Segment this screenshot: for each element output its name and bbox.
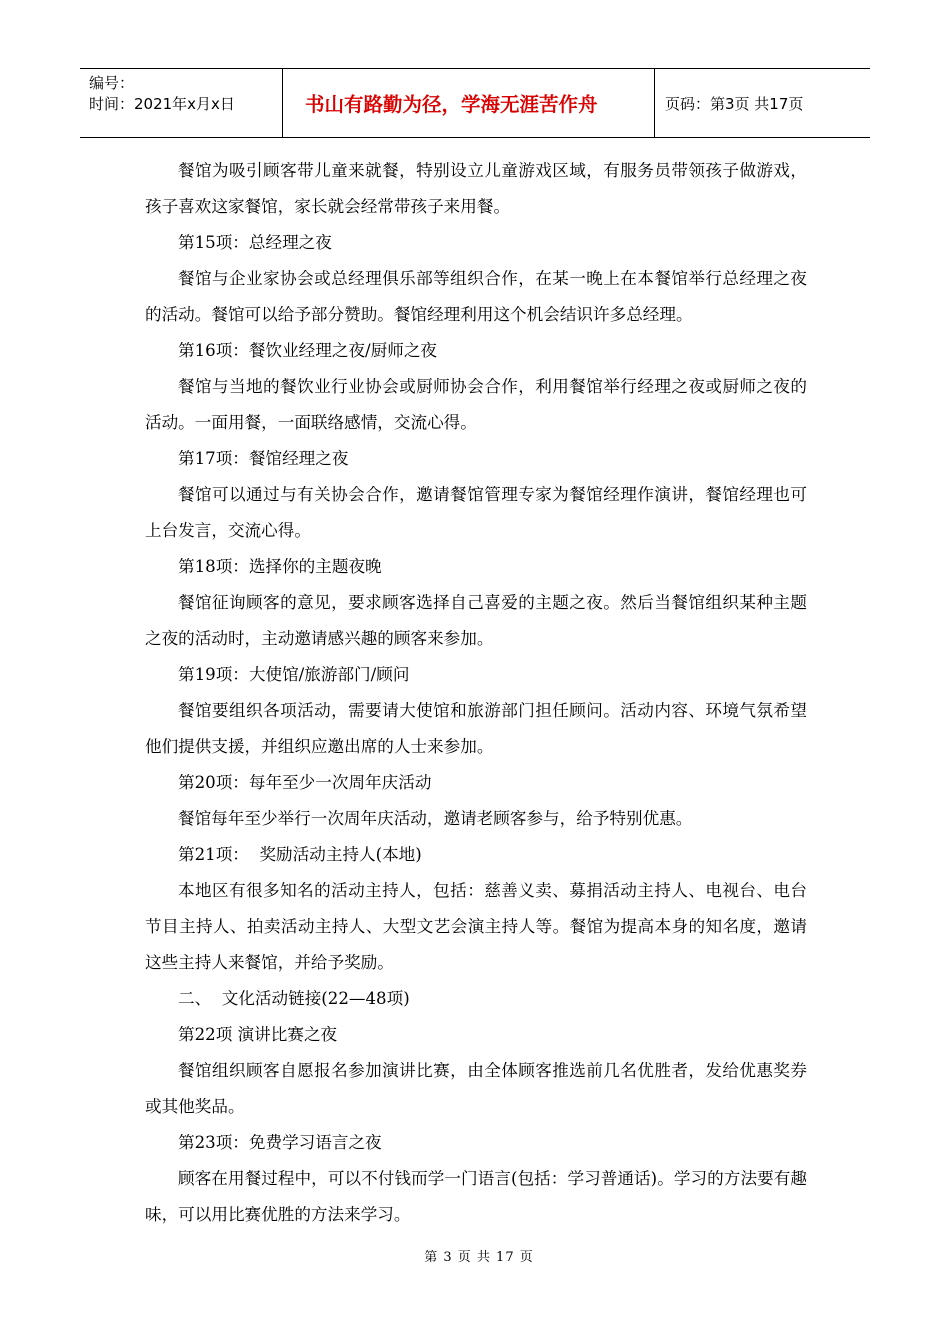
document-time-label: 时间：2021年x月x日 — [89, 95, 235, 113]
paragraph: 餐馆与企业家协会或总经理俱乐部等组织合作，在某一晚上在本餐馆举行总经理之夜的活动。餐馆可以给予部分赞助。餐馆经理利用这个机会结识许多总经理。 — [145, 269, 807, 324]
header-meta — [80, 69, 283, 137]
document-body — [145, 153, 807, 1233]
item-heading: 第17项：餐馆经理之夜 — [178, 449, 349, 468]
header-motto: 书山有路勤为径，学海无涯苦作舟 — [283, 69, 655, 137]
paragraph: 餐馆要组织各项活动，需要请大使馆和旅游部门担任顾问。活动内容、环境气氛希望他们提供支援，并组织应邀出席的人士来参加。 — [145, 701, 807, 756]
item-heading: 第22项 演讲比赛之夜 — [178, 1025, 338, 1044]
paragraph: 餐馆征询顾客的意见，要求顾客选择自己喜爱的主题之夜。然后当餐馆组织某种主题之夜的活动时，主动邀请感兴趣的顾客来参加。 — [145, 593, 807, 648]
item-heading: 第20项：每年至少一次周年庆活动 — [178, 773, 432, 792]
item-heading: 第16项：餐饮业经理之夜/厨师之夜 — [178, 341, 438, 360]
header-page-info: 页码：第3页 共17页 — [665, 94, 804, 113]
item-heading: 第23项：免费学习语言之夜 — [178, 1133, 382, 1152]
page-header — [80, 68, 870, 138]
paragraph: 顾客在用餐过程中，可以不付钱而学一门语言(包括：学习普通话)。学习的方法要有趣味，可以用比赛优胜的方法来学习。 — [145, 1169, 807, 1224]
paragraph: 本地区有很多知名的活动主持人，包括：慈善义卖、募捐活动主持人、电视台、电台节目主持人、拍卖活动主持人、大型文艺会演主持人等。餐馆为提高本身的知名度，邀请这些主持人来餐馆，并给予奖励。 — [145, 881, 807, 972]
document-number-label: 编号： — [89, 74, 135, 92]
paragraph: 餐馆为吸引顾客带儿童来就餐，特别设立儿童游戏区域，有服务员带领孩子做游戏，孩子喜欢这家餐馆，家长就会经常带孩子来用餐。 — [145, 161, 807, 216]
item-heading: 第19项：大使馆/旅游部门/顾问 — [178, 665, 410, 684]
paragraph: 餐馆每年至少举行一次周年庆活动，邀请老顾客参与，给予特别优惠。 — [178, 809, 693, 828]
page-footer: 第 3 页 共 17 页 — [424, 1250, 534, 1265]
item-heading: 第15项：总经理之夜 — [178, 233, 332, 252]
paragraph: 餐馆可以通过与有关协会合作，邀请餐馆管理专家为餐馆经理作演讲，餐馆经理也可上台发言，交流心得。 — [145, 485, 807, 540]
item-heading: 第18项：选择你的主题夜晚 — [178, 557, 382, 576]
paragraph: 餐馆组织顾客自愿报名参加演讲比赛，由全体顾客推选前几名优胜者，发给优惠奖券或其他奖品。 — [145, 1061, 807, 1116]
item-heading: 第21项： 奖励活动主持人(本地) — [178, 845, 422, 864]
paragraph: 餐馆与当地的餐饮业行业协会或厨师协会合作，利用餐馆举行经理之夜或厨师之夜的活动。一面用餐，一面联络感情，交流心得。 — [145, 377, 807, 432]
section-heading: 二、 文化活动链接(22—48项) — [178, 989, 410, 1008]
